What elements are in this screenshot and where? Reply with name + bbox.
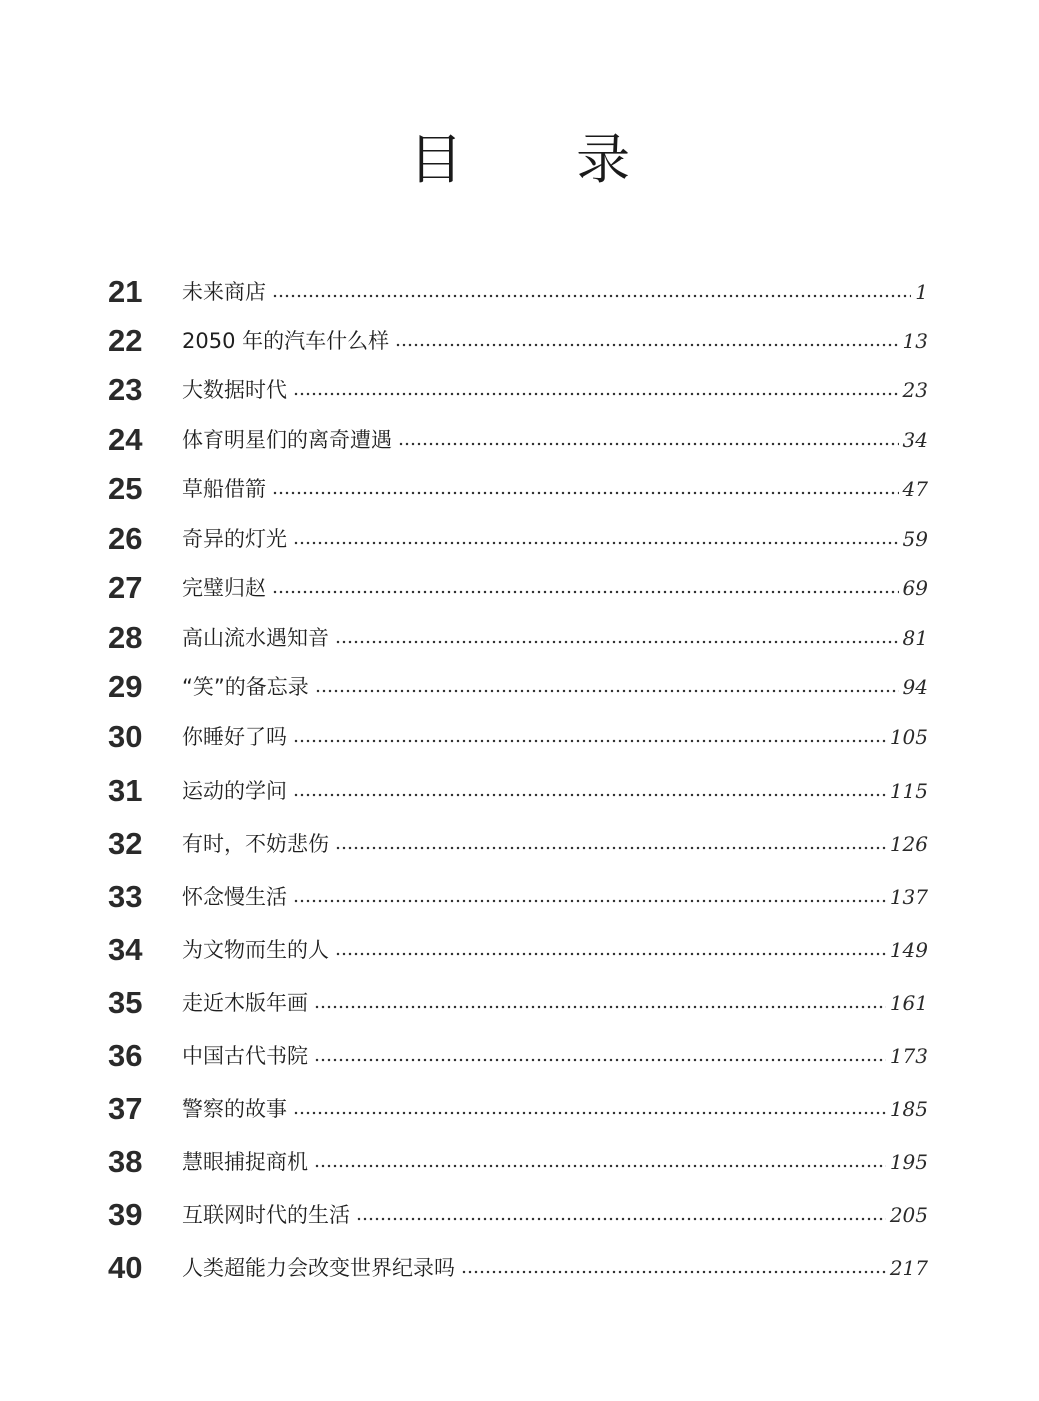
toc-dot-leader (293, 541, 899, 545)
toc-entry-page: 13 (902, 329, 928, 353)
toc-entry-title: 大数据时代 (182, 378, 287, 402)
toc-entry[interactable] (108, 824, 928, 864)
toc-dot-leader (314, 1058, 886, 1062)
toc-entry-page: 59 (902, 527, 928, 551)
toc-entry-page: 115 (889, 779, 928, 803)
toc-entry-title: 人类超能力会改变世界纪录吗 (182, 1256, 455, 1280)
toc-entry-title: 体育明星们的离奇遭遇 (182, 428, 392, 452)
toc-entry-title: 中国古代书院 (182, 1044, 308, 1068)
toc-entry[interactable] (108, 877, 928, 917)
toc-entry-page: 149 (889, 938, 928, 962)
toc-dot-leader (272, 491, 899, 495)
toc-entry-page: 185 (889, 1097, 928, 1121)
toc-dot-leader (272, 590, 899, 594)
table-of-contents (108, 0, 928, 1401)
toc-entry-number: 27 (108, 570, 143, 605)
toc-entry-number: 33 (108, 879, 143, 914)
toc-entry-title: 未来商店 (182, 280, 266, 304)
toc-entry-page: 81 (902, 626, 928, 650)
toc-dot-leader (314, 1005, 886, 1009)
toc-entry[interactable] (108, 618, 928, 658)
toc-entry-title: 慧眼捕捉商机 (182, 1150, 308, 1174)
toc-entry-page: 23 (902, 378, 928, 402)
toc-dot-leader (356, 1217, 886, 1221)
toc-entry-number: 24 (108, 422, 143, 457)
toc-entry-number: 28 (108, 620, 143, 655)
toc-entry[interactable] (108, 519, 928, 559)
toc-entry[interactable] (108, 272, 928, 312)
toc-entry[interactable] (108, 321, 928, 361)
toc-entry-title: “笑”的备忘录 (182, 675, 309, 699)
toc-dot-leader (293, 899, 886, 903)
toc-entry-title: 奇异的灯光 (182, 527, 287, 551)
toc-entry[interactable] (108, 667, 928, 707)
toc-entry-title: 走近木版年画 (182, 991, 308, 1015)
toc-dot-leader (272, 294, 911, 298)
toc-entry[interactable] (108, 1248, 928, 1288)
toc-entry-title: 你睡好了吗 (182, 725, 287, 749)
toc-dot-leader (335, 846, 886, 850)
toc-entry-page: 217 (889, 1256, 928, 1280)
toc-entry-number: 35 (108, 985, 143, 1020)
toc-entry-title: 警察的故事 (182, 1097, 287, 1121)
toc-entry-page: 47 (902, 477, 928, 501)
toc-dot-leader (335, 952, 886, 956)
toc-dot-leader (461, 1270, 886, 1274)
toc-entry[interactable] (108, 568, 928, 608)
toc-entry-page: 69 (902, 576, 928, 600)
toc-dot-leader (395, 343, 898, 347)
toc-entry-title: 有时，不妨悲伤 (182, 832, 329, 856)
toc-entry[interactable] (108, 1089, 928, 1129)
toc-entry-number: 32 (108, 826, 143, 861)
toc-dot-leader (314, 1164, 886, 1168)
toc-entry-title: 运动的学问 (182, 779, 287, 803)
page-title: 目 录 (408, 128, 679, 191)
toc-entry-number: 29 (108, 669, 143, 704)
toc-entry-page: 105 (889, 725, 928, 749)
toc-entry-number: 34 (108, 932, 143, 967)
toc-entry-number: 21 (108, 274, 143, 309)
toc-entry-page: 94 (902, 675, 928, 699)
toc-entry-title: 完璧归赵 (182, 576, 266, 600)
toc-entry-number: 26 (108, 521, 143, 556)
toc-entry-title: 互联网时代的生活 (182, 1203, 350, 1227)
toc-entry-number: 22 (108, 323, 143, 358)
toc-entry-number: 30 (108, 719, 143, 754)
toc-entry-number: 37 (108, 1091, 143, 1126)
toc-dot-leader (315, 689, 899, 693)
toc-dot-leader (293, 392, 899, 396)
toc-entry[interactable] (108, 771, 928, 811)
toc-entry[interactable] (108, 420, 928, 460)
toc-entry-page: 137 (889, 885, 928, 909)
toc-entry-page: 173 (889, 1044, 928, 1068)
toc-entry-page: 126 (889, 832, 928, 856)
toc-entry-page: 195 (889, 1150, 928, 1174)
toc-dot-leader (293, 1111, 886, 1115)
toc-entry[interactable] (108, 717, 928, 757)
toc-entry[interactable] (108, 1036, 928, 1076)
toc-entry-title: 草船借箭 (182, 477, 266, 501)
toc-entry[interactable] (108, 983, 928, 1023)
toc-entry[interactable] (108, 930, 928, 970)
toc-entry-title: 高山流水遇知音 (182, 626, 329, 650)
toc-entry-number: 25 (108, 471, 143, 506)
toc-entry-number: 31 (108, 773, 143, 808)
toc-entry-title: 怀念慢生活 (182, 885, 287, 909)
toc-entry[interactable] (108, 1142, 928, 1182)
toc-entry-number: 23 (108, 372, 143, 407)
toc-dot-leader (293, 793, 886, 797)
toc-dot-leader (335, 640, 899, 644)
toc-entry[interactable] (108, 469, 928, 509)
toc-entry-page: 161 (889, 991, 928, 1015)
toc-dot-leader (293, 739, 886, 743)
toc-entry-number: 36 (108, 1038, 143, 1073)
toc-entry-number: 39 (108, 1197, 143, 1232)
toc-entry-title: 2050 年的汽车什么样 (182, 329, 390, 353)
toc-entry[interactable] (108, 1195, 928, 1235)
toc-dot-leader (398, 442, 899, 446)
toc-entry-number: 38 (108, 1144, 143, 1179)
toc-entry-page: 34 (902, 428, 928, 452)
toc-entry-page: 1 (915, 280, 928, 304)
toc-entry-title: 为文物而生的人 (182, 938, 329, 962)
toc-entry-number: 40 (108, 1250, 143, 1285)
toc-entry-page: 205 (889, 1203, 928, 1227)
toc-entry[interactable] (108, 370, 928, 410)
